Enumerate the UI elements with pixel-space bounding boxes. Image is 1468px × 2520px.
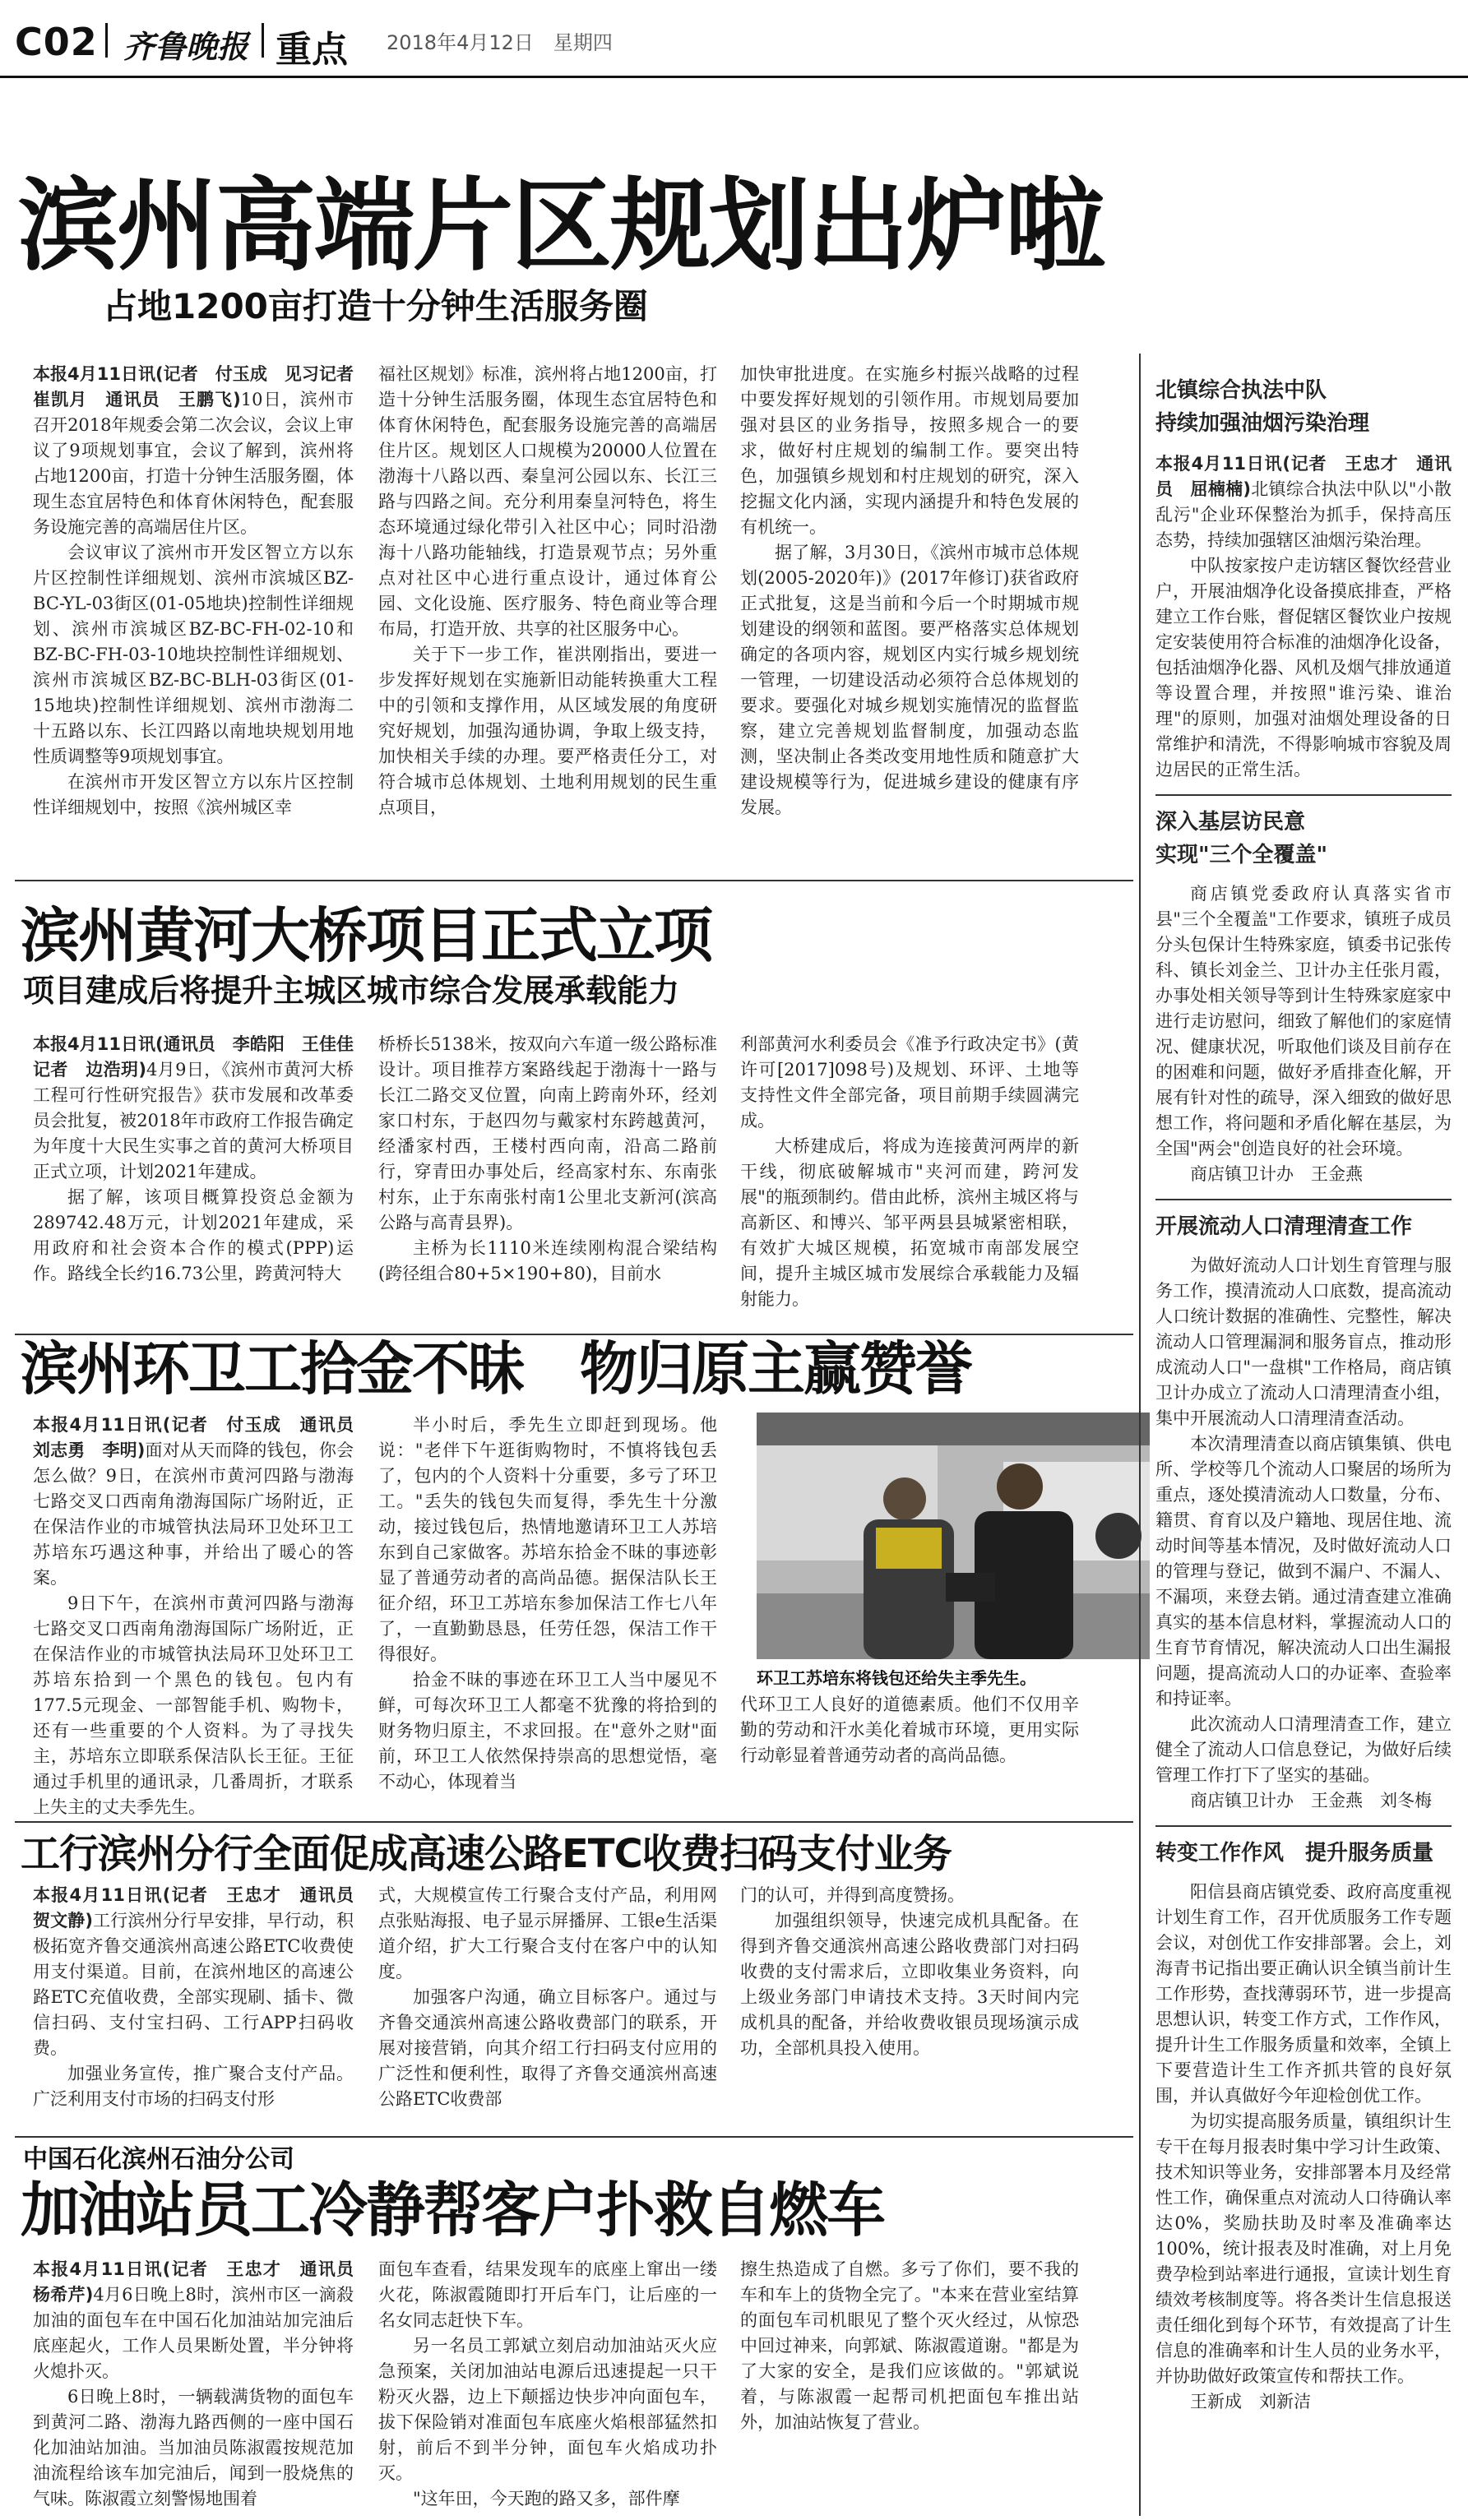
article-4-byline: 本报4月11日讯(记者 王忠才 通讯员 贺文静)	[33, 1885, 371, 1930]
article-4-text: 加强业务宣传，推广聚合支付产品。广泛利用支付市场的扫码支付形	[33, 2064, 354, 2109]
article-5-column-1	[33, 2257, 371, 2512]
sidebar-story-2-title: 深入基层访民意	[1155, 810, 1306, 835]
article-2-text: 主桥为长1110米连续刚构混合梁结构(跨径组合80+5×190+80)，目前水	[378, 1238, 717, 1283]
article-5-byline: 本报4月11日讯(记者 王忠才 通讯员 杨希芹)	[33, 2259, 371, 2305]
article-4-title: 工行滨州分行全面促成高速公路ETC收费扫码支付业务	[21, 1831, 952, 1877]
article-3-column-1	[33, 1413, 371, 1819]
sidebar-text: 阳信县商店镇党委、政府高度重视计划生育工作，召开优质服务工作专题会议，对创优工作安排部署。会上，刘海青书记指出要正确认识全镇当前计生工作形势，查找薄弱环节，进一步提高思想认识，转变工作方式，工作作风，提升计生工作服务质量和效率，全镇上下要营造计生工作齐抓共管的良好氛围，并认真做好今年迎检创优工作。	[1155, 1882, 1452, 2106]
divider	[1155, 1825, 1452, 1827]
article-3-text: 拾金不昧的事迹在环卫工人当中屡见不鲜，可每次环卫工人都毫不犹豫的将拾到的财务物归原主，不求回报。在"意外之财"面前，环卫工人依然保持崇高的思想觉悟，毫不动心，体现着当	[378, 1670, 717, 1792]
article-1-title: 滨州高端片区规划出炉啦	[18, 168, 1104, 284]
article-1-text: 会议审议了滨州市开发区智立方以东片区控制性详细规划、滨州市滨城区BZ-BC-YL-03街区(01-05地块)控制性详细规划、滨州市滨城区BZ-BC-FH-02-10和BZ-BC-FH-03-10地块控制性详细规划、滨州市滨城区BZ-BC-BLH-03街区(01-15地块)控制性详细规划、滨州市渤海二十五路以东、长江四路以南地块规划用地性质调整等9项规划事宜。	[33, 543, 354, 766]
sidebar-text: 中队按家按户走访辖区餐饮经营业户，开展油烟净化设备摸底排查，严格建立工作台账，督促辖区餐饮业户按规定安装使用符合标准的油烟净化设备，包括油烟净化器、风机及烟气排放通道等设置合理，并按照"谁污染、谁治理"的原则，加强对油烟处理设备的日常维护和清洗，不得影响城市容貌及周边居民的正常生活。	[1155, 556, 1452, 779]
section-name: 重点	[276, 29, 348, 71]
divider	[1155, 1199, 1452, 1200]
sidebar-credit: 商店镇卫计办 王金燕	[1190, 1164, 1363, 1184]
article-4-text: 加强组织领导，快速完成机具配备。在得到齐鲁交通滨州高速公路收费部门对扫码收费的支付需求后，立即收集业务资料，向上级业务部门申请技术支持。3天时间内完成机具的配备，并给收费收银员现场演示成功，全部机具投入使用。	[740, 1911, 1079, 2058]
article-5-text: "这年田，今天跑的路又多，部件摩	[413, 2489, 680, 2508]
sidebar-story-1-title: 持续加强油烟污染治理	[1155, 411, 1370, 436]
article-2-text: 利部黄河水利委员会《准予行政决定书》(黄许可[2017]098号)及规划、环评、土地等支持性文件全部完备，项目前期手续圆满完成。	[740, 1034, 1079, 1131]
header-divider	[262, 23, 264, 58]
news-photo	[757, 1413, 1150, 1659]
article-2-text: 桥桥长5138米，按双向六车道一级公路标准设计。项目推荐方案路线起于渤海十一路与长江二路交叉位置，向南上跨南外环，经刘家口村东，于赵四勿与戴家村东跨越黄河，经潘家村西，王楼村西向南，沿高二路前行，穿青田办事处后，经高家村东、东南张村东，止于东南张村南1公里北支新河(滨高公路与高青县界)。	[378, 1034, 717, 1232]
sidebar-text: 为做好流动人口计划生育管理与服务工作，摸清流动人口底数，提高流动人口统计数据的准确性、完整性，解决流动人口管理漏洞和服务盲点，推动形成流动人口"一盘棋"工作格局，商店镇卫计办成立了流动人口清理清查小组，集中开展流动人口清理清查活动。	[1155, 1255, 1452, 1428]
article-3-text: 9日下午，在滨州市黄河四路与渤海七路交叉口西南角渤海国际广场附近，正在保洁作业的市城管执法局环卫处环卫工苏培东拾到一个黑色的钱包。包内有177.5元现金、一部智能手机、购物卡，还有一些重要的个人资料。为了寻找失主，苏培东立即联系保洁队长王征。王征通过手机里的通讯录，几番周折，才联系上失主的丈夫季先生。	[33, 1593, 354, 1817]
page-number: C02	[15, 20, 98, 64]
sidebar-text: 北镇综合执法中队以"小散乱污"企业环保整治为抓手，保持高压态势，持续加强辖区油烟污染治理。	[1155, 479, 1452, 550]
article-4-text: 式，大规模宣传工行聚合支付产品，利用网点张贴海报、电子显示屏播屏、工银e生活渠道介绍，扩大工行聚合支付在客户中的认知度。	[378, 1885, 717, 1981]
sidebar-story-4-title: 转变工作作风 提升服务质量	[1155, 1841, 1434, 1866]
sidebar-divider	[1139, 354, 1141, 2516]
article-4-column-3	[740, 1883, 1079, 2129]
article-4-text: 加强客户沟通，确立目标客户。通过与齐鲁交通滨州高速公路收费部门的联系，开展对接营销，向其介绍工行扫码支付应用的广泛性和便利性，取得了齐鲁交通滨州高速公路ETC收费部	[378, 1987, 717, 2109]
divider	[15, 2136, 1133, 2138]
article-2-column-1	[33, 1032, 371, 1328]
article-1-byline: 本报4月11日讯(记者 付玉成 见习记者 崔凯月 通讯员 王鹏飞)	[33, 364, 371, 409]
header-divider	[105, 23, 108, 58]
right-sidebar	[1155, 374, 1452, 2504]
article-5-text: 擦生热造成了自燃。多亏了你们，要不我的车和车上的货物全完了。"本来在营业室结算的面包车司机眼见了整个灭火经过，从惊恐中回过神来，向郭斌、陈淑霞道谢。"都是为了大家的安全，是我们应该做的。"郭斌说着，与陈淑霞一起帮司机把面包车推出站外，加油站恢复了营业。	[740, 2259, 1079, 2432]
article-5-kicker: 中国石化滨州石油分公司	[23, 2145, 294, 2174]
article-2-column-2	[378, 1032, 717, 1328]
article-3-text: 半小时后，季先生立即赶到现场。他说："老伴下午逛街购物时，不慎将钱包丢了，包内的个人资料十分重要，多亏了环卫工。"丢失的钱包失而复得，季先生十分激动，接过钱包后，热情地邀请环卫工人苏培东到自己家做客。苏培东拾金不昧的事迹彰显了普通劳动者的高尚品德。据保洁队长王征介绍，环卫工苏培东参加保洁工作七八年了，一直勤勤恳恳，任劳任怨，保洁工作干得很好。	[378, 1415, 717, 1664]
sidebar-credit: 王新成 刘新洁	[1190, 2392, 1311, 2411]
article-1-text: 在滨州市开发区智立方以东片区控制性详细规划中，按照《滨州城区幸	[33, 772, 354, 817]
article-3-text: 面对从天而降的钱包，你会怎么做？9日，在滨州市黄河四路与渤海七路交叉口西南角渤海国际广场附近，正在保洁作业的市城管执法局环卫处环卫工苏培东巧遇这种事，并给出了暖心的答案。	[33, 1440, 354, 1588]
article-5-column-2	[378, 2257, 717, 2512]
sidebar-story-3-title: 开展流动人口清理清查工作	[1155, 1214, 1413, 1239]
article-4-column-2	[378, 1883, 717, 2129]
article-2-column-3	[740, 1032, 1079, 1328]
article-1-subtitle: 占地1200亩打造十分钟生活服务圈	[103, 286, 648, 326]
article-2-title: 滨州黄河大桥项目正式立项	[21, 901, 712, 970]
article-1-column-1	[33, 362, 371, 867]
article-4-text: 门的认可，并得到高度赞扬。	[740, 1885, 965, 1905]
article-5-text: 4月6日晚上8时，滨州市区一滴殺加油的面包车在中国石化加油站加完油后底座起火，工作人员果断处置，半分钟将火熄扑灭。	[33, 2285, 354, 2381]
sidebar-text: 此次流动人口清理清查工作，建立健全了流动人口信息登记，为做好后续管理工作打下了坚实的基础。	[1155, 1714, 1452, 1785]
newspaper-logo: 齐鲁晚报	[123, 28, 249, 65]
article-2-text: 大桥建成后，将成为连接黄河两岸的新干线，彻底破解城市"夹河而建，跨河发展"的瓶颈制约。借由此桥，滨州主城区将与高新区、和博兴、邹平两县县城紧密相联，有效扩大城区规模，拓宽城市南部发展空间，提升主城区城市发展综合承载能力及辐射能力。	[740, 1136, 1079, 1309]
article-3-title: 滨州环卫工拾金不昧 物归原主赢赞誉	[21, 1335, 971, 1403]
news-photo-image	[757, 1413, 1150, 1659]
article-1-text: 关于下一步工作，崔洪刚指出，要进一步发挥好规划在实施新旧动能转换重大工程中的引领和支撑作用，从区域发展的角度研究好规划，加强沟通协调，争取上级支持，加快相关手续的办理。要严格责任分工，对符合城市总体规划、土地利用规划的民生重点项目，	[378, 645, 717, 817]
article-5-text: 6日晚上8时，一辆载满货物的面包车到黄河二路、渤海九路西侧的一座中国石化加油站加油。当加油员陈淑霞按规范加油流程给该车加完油后，闻到一股烧焦的气味。陈淑霞立刻警惕地围着	[33, 2387, 354, 2508]
article-1-column-3	[740, 362, 1079, 867]
sidebar-story-1-byline: 本报4月11日讯(记者 王忠才 通讯员 屈楠楠)	[1155, 454, 1452, 499]
article-3-column-3	[740, 1692, 1079, 1819]
sidebar-story-2-title: 实现"三个全覆盖"	[1155, 843, 1328, 867]
photo-caption: 环卫工苏培东将钱包还给失主季先生。	[757, 1668, 1036, 1688]
article-3-byline: 本报4月11日讯(记者 付玉成 通讯员 刘志勇 李明)	[33, 1415, 371, 1460]
article-2-text: 4月9日，《滨州市黄河大桥工程可行性研究报告》获市发展和改革委员会批复，被2018年市政府工作报告确定为年度十大民生实事之首的黄河大桥项目正式立项，计划2021年建成。	[33, 1060, 354, 1181]
article-1-text: 10日，滨州市召开2018年规委会第二次会议，会议上审议了9项规划事宜，会议了解到，滨州将占地1200亩，打造十分钟生活服务圈，体现生态宜居特色和体育休闲特色，配套服务设施完善的高端居住片区。	[33, 390, 354, 537]
sidebar-text: 商店镇党委政府认真落实省市县"三个全覆盖"工作要求，镇班子成员分头包保计生特殊家庭，镇委书记张传科、镇长刘金兰、卫计办主任张月霞，办事处相关领导等到计生特殊家庭家中进行走访慰问，细致了解他们的家庭情况、健康状况，听取他们谈及目前存在的困难和问题，做好矛盾排查化解，开展有针对性的疏导，深入细致的做好思想工作，将问题和矛盾化解在基层，为全国"两会"创造良好的社会环境。	[1155, 884, 1452, 1158]
divider	[15, 1821, 1133, 1823]
article-1-text: 福社区规划》标准，滨州将占地1200亩，打造十分钟生活服务圈，体现生态宜居特色和体育休闲特色，配套服务设施完善的高端居住片区。规划区人口规模为20000人位置在渤海十八路以西、秦皇河公园以东、长江三路与四路之间。充分利用秦皇河特色，将生态环境通过绿化带引入社区中心；同时沿渤海十八路功能轴线，打造景观节点；另外重点对社区中心进行重点设计，通过体育公园、文化设施、医疗服务、特色商业等合理布局，打造开放、共享的社区服务中心。	[378, 364, 717, 639]
sidebar-text: 为切实提高服务质量，镇组织计生专干在每月报表时集中学习计生政策、技术知识等业务，安排部署本月及经常性工作，确保重点对流动人口待确认率达0%，奖励扶助及时率及准确率达100%，统计报表及时准确，对上月免费孕检到站率进行通报，宣读计划生育绩效考核制度等。将各类计生信息报送责任细化到每个环节，有效提高了计生信息的准确率和计生人员的业务水平，并协助做好政策宣传和帮扶工作。	[1155, 2111, 1452, 2386]
article-5-column-3	[740, 2257, 1079, 2512]
article-4-column-1	[33, 1883, 371, 2129]
sidebar-credit: 商店镇卫计办 王金燕 刘冬梅	[1190, 1791, 1432, 1810]
article-2-subtitle: 项目建成后将提升主城区城市综合发展承载能力	[23, 973, 680, 1009]
article-1-text: 据了解，3月30日，《滨州市城市总体规划(2005-2020年)》(2017年修订)获省政府正式批复，这是当前和今后一个时期城市规划建设的纲领和蓝图。要严格落实总体规划确定的各项内容，规划区内实行城乡规划统一管理，一切建设活动必须符合总体规划的要求。要强化对城乡规划实施情况的监督监察，建立完善规划监督制度，加强动态监测，坚决制止各类改变用地性质和随意扩大建设规模等行为，促进城乡建设的健康有序发展。	[740, 543, 1079, 817]
article-2-byline: 本报4月11日讯(通讯员 李皓阳 王佳佳 记者 边浩玥)	[33, 1034, 371, 1080]
issue-date: 2018年4月12日 星期四	[387, 31, 613, 54]
article-1-column-2	[378, 362, 717, 867]
article-5-text: 面包车查看，结果发现车的底座上窜出一缕火花，陈淑霞随即打开后车门，让后座的一名女同志赶快下车。	[378, 2259, 717, 2330]
article-2-text: 据了解，该项目概算投资总金额为289742.48万元，计划2021年建成，采用政府和社会资本合作的模式(PPP)运作。路线全长约16.73公里，跨黄河特大	[33, 1187, 354, 1283]
divider	[1155, 794, 1452, 796]
article-1-text: 加快审批进度。在实施乡村振兴战略的过程中要发挥好规划的引领作用。市规划局要加强对县区的业务指导，按照多规合一的要求，做好村庄规划的编制工作。要突出特色，加强镇乡规划和村庄规划的研究，深入挖掘文化内涵，实现内涵提升和特色发展的有机统一。	[740, 364, 1079, 537]
article-5-text: 另一名员工郭斌立刻启动加油站灭火应急预案，关闭加油站电源后迅速提起一只干粉灭火器，边上下颠摇边快步冲向面包车，拔下保险销对准面包车底座火焰根部猛然扣射，前后不到半分钟，面包车火焰成功扑灭。	[378, 2336, 717, 2483]
sidebar-story-1-title: 北镇综合执法中队	[1155, 378, 1327, 403]
divider	[15, 880, 1133, 881]
article-5-title: 加油站员工冷静帮客户扑救自燃车	[21, 2176, 885, 2245]
article-3-column-2	[378, 1413, 717, 1819]
article-4-text: 工行滨州分行早安排，早行动，积极拓宽齐鲁交通滨州高速公路ETC收费使用支付渠道。目前，在滨州地区的高速公路ETC充值收费，全部实现刷、插卡、微信扫码、支付宝扫码、工行APP扫码收费。	[33, 1911, 354, 2058]
sidebar-text: 本次清理清查以商店镇集镇、供电所、学校等几个流动人口聚居的场所为重点，逐处摸清流动人口数量，分布、籍贯、育育以及户籍地、现居住地、流动时间等基本情况，及时做好流动人口的管理与登记，做到不漏户、不漏人、不漏项，来登去销。通过清查建立准确真实的基本信息材料，掌握流动人口的生育节育情况，解决流动人口出生漏报问题，提高流动人口的办证率、查验率和持证率。	[1155, 1434, 1452, 1709]
article-3-text: 代环卫工人良好的道德素质。他们不仅用辛勤的劳动和汗水美化着城市环境，更用实际行动彰显着普通劳动者的高尚品德。	[740, 1695, 1079, 1765]
page-header	[0, 0, 1468, 78]
